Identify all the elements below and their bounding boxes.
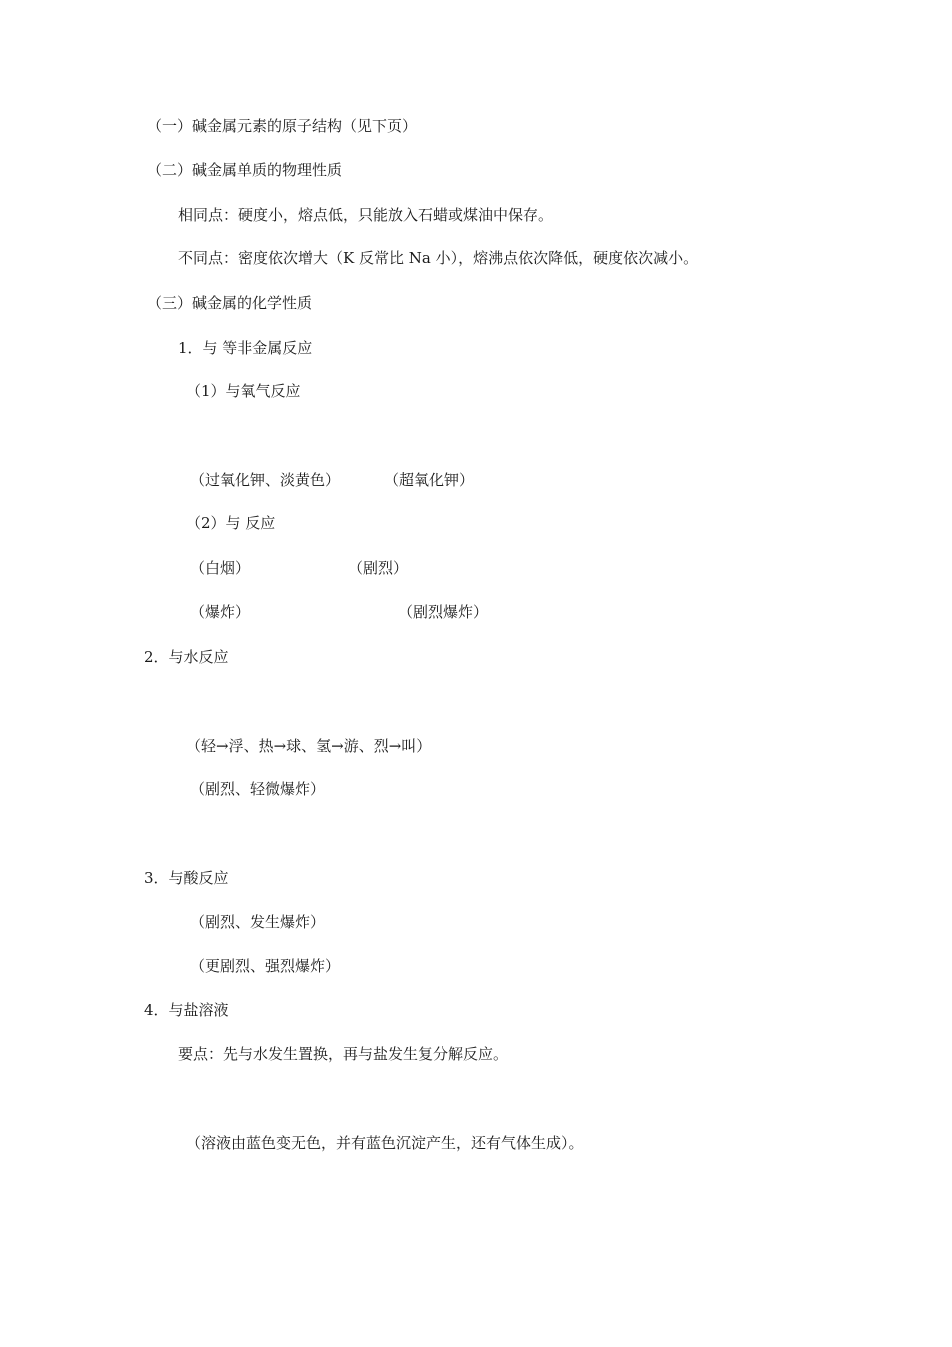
note-vigorous: （剧烈） [348, 559, 409, 577]
subitem-oxygen-reaction: （1）与氧气反应 [186, 382, 301, 400]
note-water-observations: （轻→浮、热→球、氢→游、烈→叫） [186, 737, 432, 755]
section-heading-physical-properties: （二）碱金属单质的物理性质 [147, 161, 343, 179]
note-salt-observations: （溶液由蓝色变无色，并有蓝色沉淀产生，还有气体生成）。 [186, 1134, 584, 1152]
note-explosion: （爆炸） [190, 603, 251, 621]
item-salt-solution: 4．与盐溶液 [144, 1001, 229, 1019]
note-potassium-peroxide: （过氧化钾、淡黄色） [190, 471, 341, 489]
note-vigorous-explosion: （剧烈爆炸） [398, 603, 489, 621]
section-heading-atomic-structure: （一）碱金属元素的原子结构（见下页） [147, 117, 418, 135]
note-key-points: 要点：先与水发生置换，再与盐发生复分解反应。 [178, 1045, 509, 1063]
item-nonmetal-reaction: 1．与 等非金属反应 [178, 339, 313, 357]
section-heading-chemical-properties: （三）碱金属的化学性质 [147, 294, 313, 312]
similarities-text: 相同点：硬度小，熔点低，只能放入石蜡或煤油中保存。 [178, 206, 554, 224]
subitem-second-reaction: （2）与 反应 [186, 514, 276, 532]
note-acid-strong-explosion: （更剧烈、强烈爆炸） [190, 957, 341, 975]
differences-text: 不同点：密度依次增大（K 反常比 Na 小），熔沸点依次降低，硬度依次减小。 [178, 249, 699, 267]
item-acid-reaction: 3．与酸反应 [144, 869, 229, 887]
note-water-vigorous: （剧烈、轻微爆炸） [190, 780, 326, 798]
note-acid-explosion: （剧烈、发生爆炸） [190, 913, 326, 931]
note-potassium-superoxide: （超氧化钾） [384, 471, 475, 489]
item-water-reaction: 2．与水反应 [144, 648, 229, 666]
note-white-smoke: （白烟） [190, 559, 251, 577]
